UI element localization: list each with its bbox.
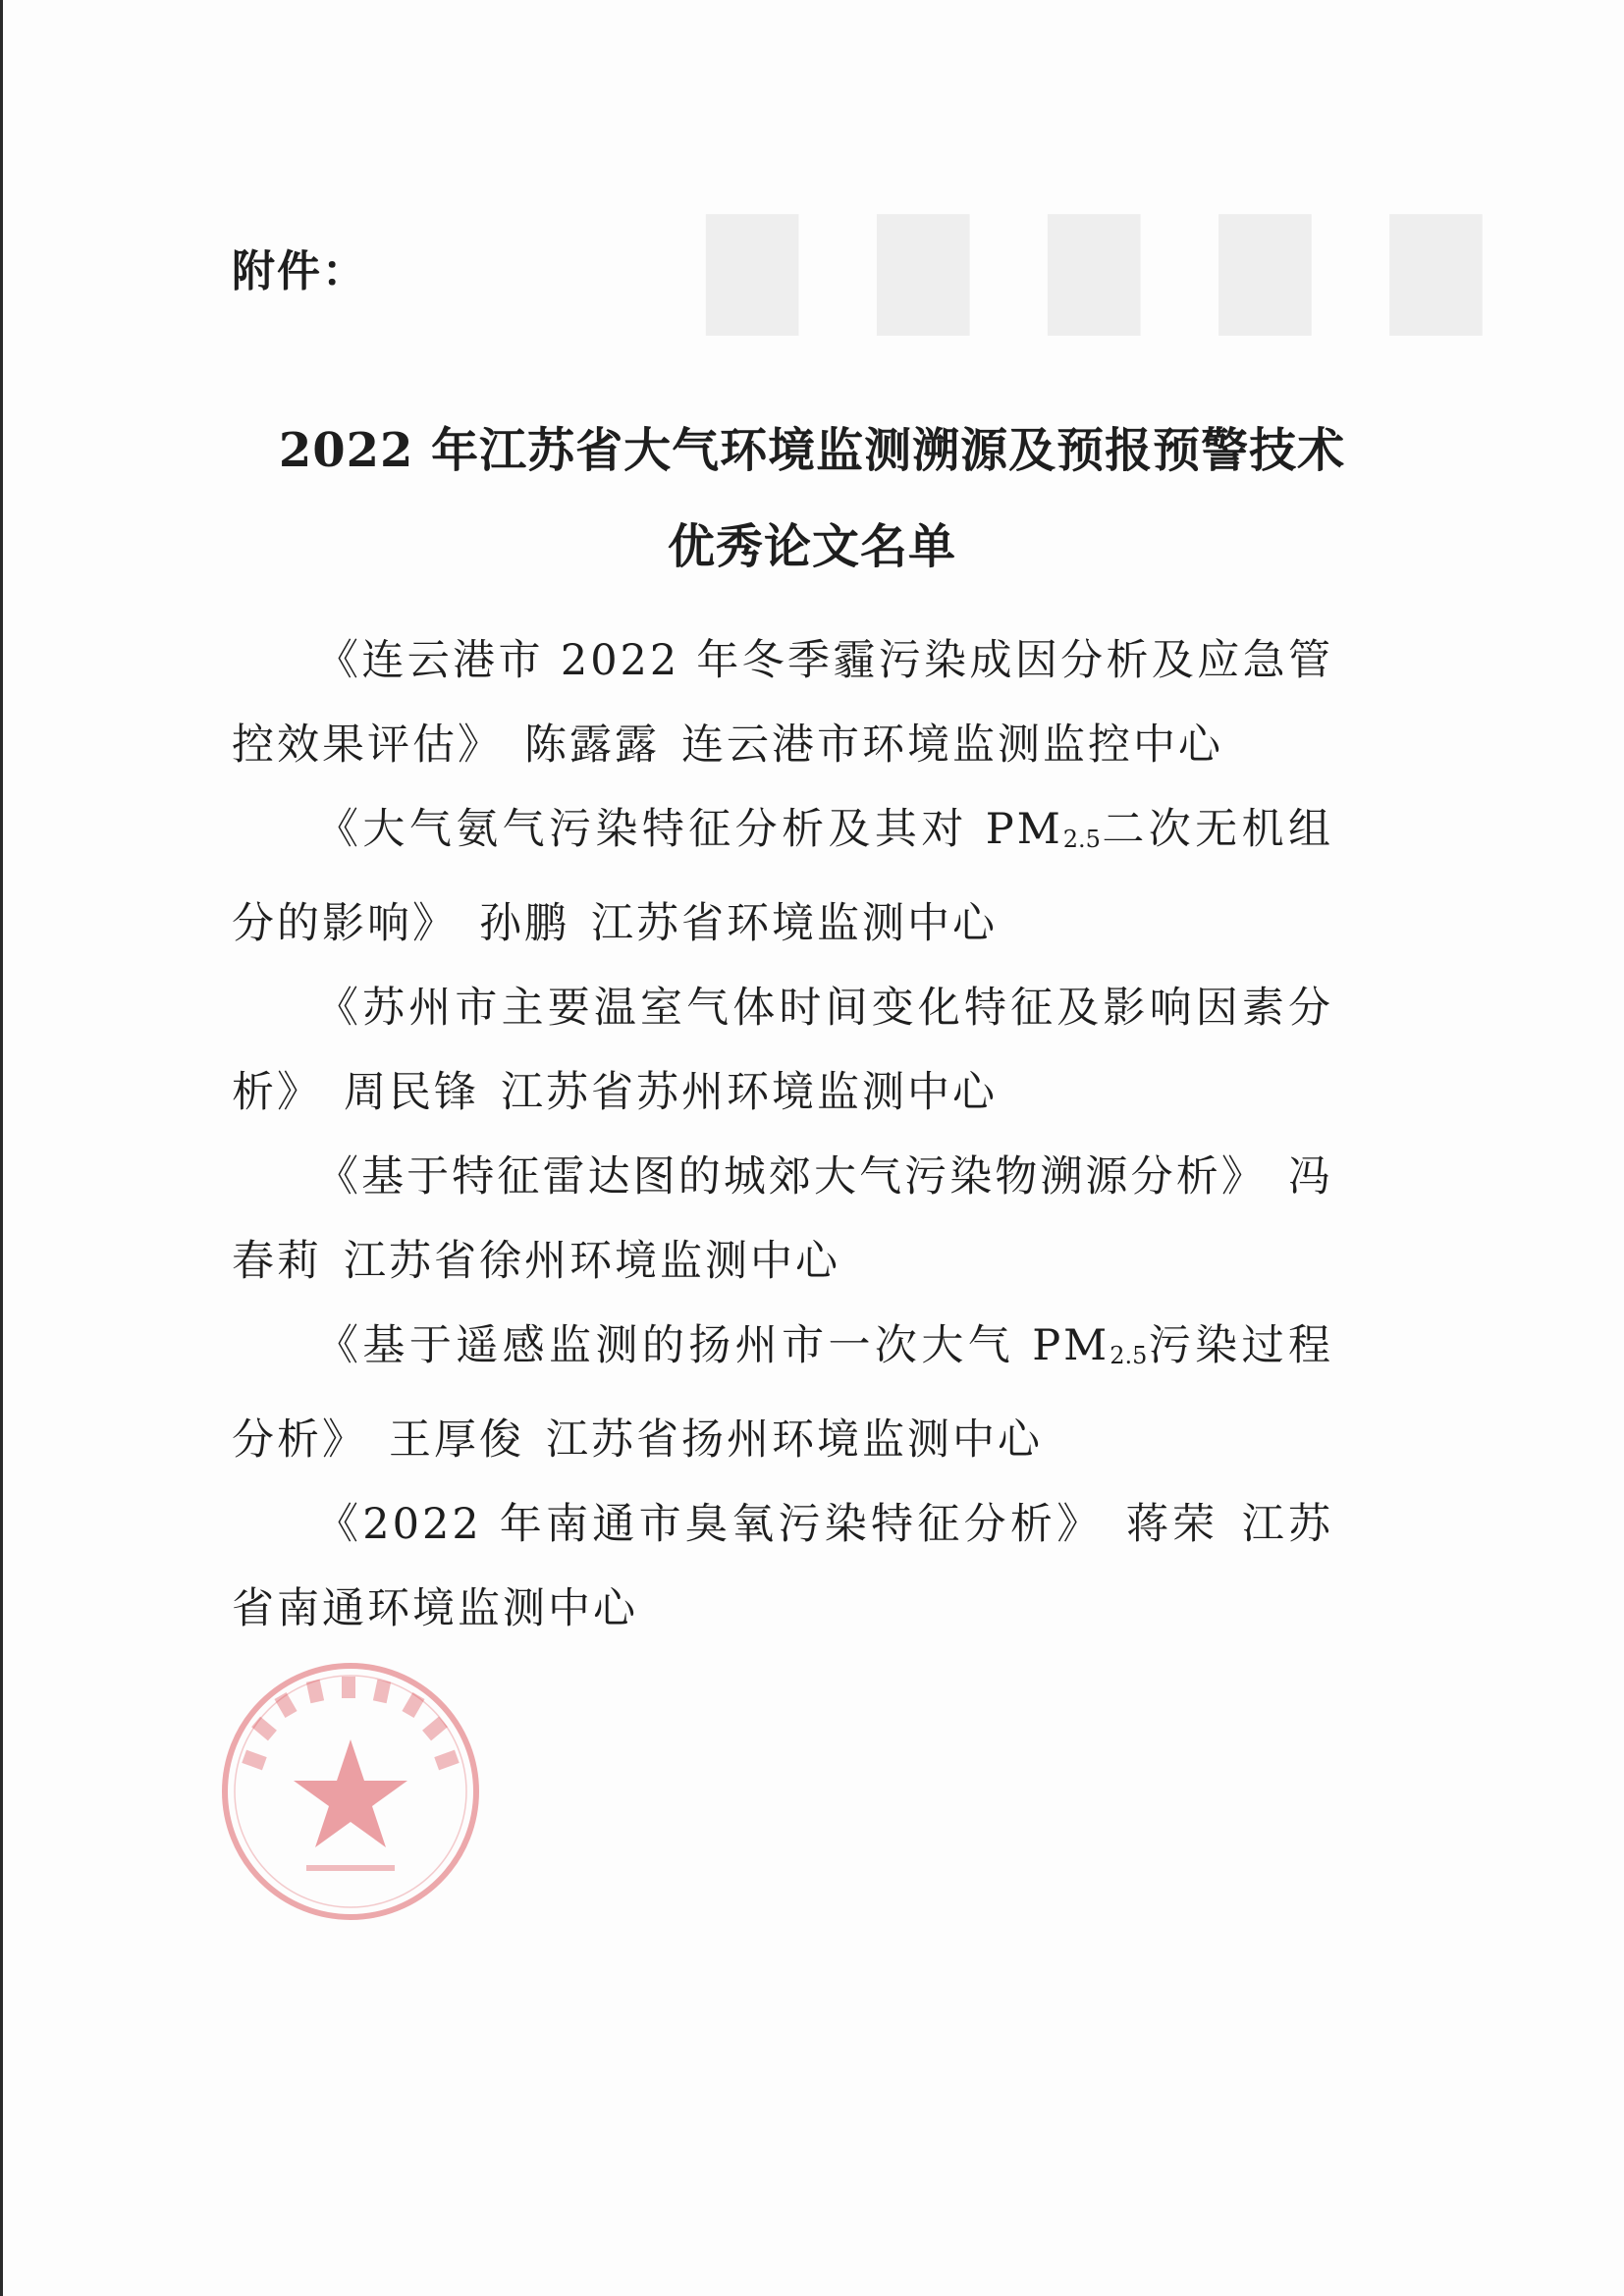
list-item — [232, 966, 1333, 1135]
paper-organization: 江苏省扬州环境监测中心 — [546, 1415, 1043, 1465]
paper-organization: 江苏省环境监测中心 — [591, 899, 998, 948]
paper-title: 《2022 年南通市臭氧污染特征分析》 — [316, 1500, 1104, 1549]
paper-organization: 江苏省徐州环境监测中心 — [344, 1237, 840, 1286]
paper-organization: 连云港市环境监测监控中心 — [681, 721, 1223, 770]
paper-title: 《基于遥感监测的扬州市一次大气 $PM_{2.5}$污染过程分析》 — [232, 1321, 1333, 1465]
attachment-label: 附件： — [232, 246, 367, 296]
paper-author: 孙鹏 — [479, 899, 569, 948]
paper-author: 陈露露 — [524, 721, 660, 770]
paper-organization: 江苏省南通环境监测中心 — [232, 1500, 1334, 1633]
paper-author: 周民锋 — [344, 1068, 479, 1117]
document-title-line-2: 优秀论文名单 — [667, 519, 956, 574]
list-item — [232, 618, 1333, 787]
document-title-line-1: 2022 年江苏省大气环境监测溯源及预报预警技术 — [278, 423, 1346, 478]
list-item — [232, 1304, 1333, 1482]
paper-author: 蒋荣 — [1124, 1500, 1219, 1549]
show-through-decoration: ▇ ▇ ▇ ▇ ▇ — [707, 196, 1501, 335]
paper-author: 冯春莉 — [232, 1152, 1334, 1286]
red-official-seal-icon — [218, 1659, 483, 1924]
list-item — [232, 787, 1333, 966]
paper-title: 《苏州市主要温室气体时间变化特征及影响因素分析》 — [232, 984, 1333, 1117]
paper-author: 王厚俊 — [389, 1415, 524, 1465]
paper-list — [232, 618, 1333, 1651]
paper-organization: 江苏省苏州环境监测中心 — [501, 1068, 998, 1117]
paper-title: 《基于特征雷达图的城郊大气污染物溯源分析》 — [316, 1152, 1267, 1201]
list-item — [232, 1135, 1333, 1304]
paper-title: 《连云港市 2022 年冬季霾污染成因分析及应急管控效果评估》 — [232, 636, 1333, 770]
scan-edge-line — [0, 0, 3, 2296]
paper-title: 《大气氨气污染特征分析及其对 $PM_{2.5}$二次无机组分的影响》 — [232, 805, 1334, 948]
list-item — [232, 1482, 1333, 1651]
